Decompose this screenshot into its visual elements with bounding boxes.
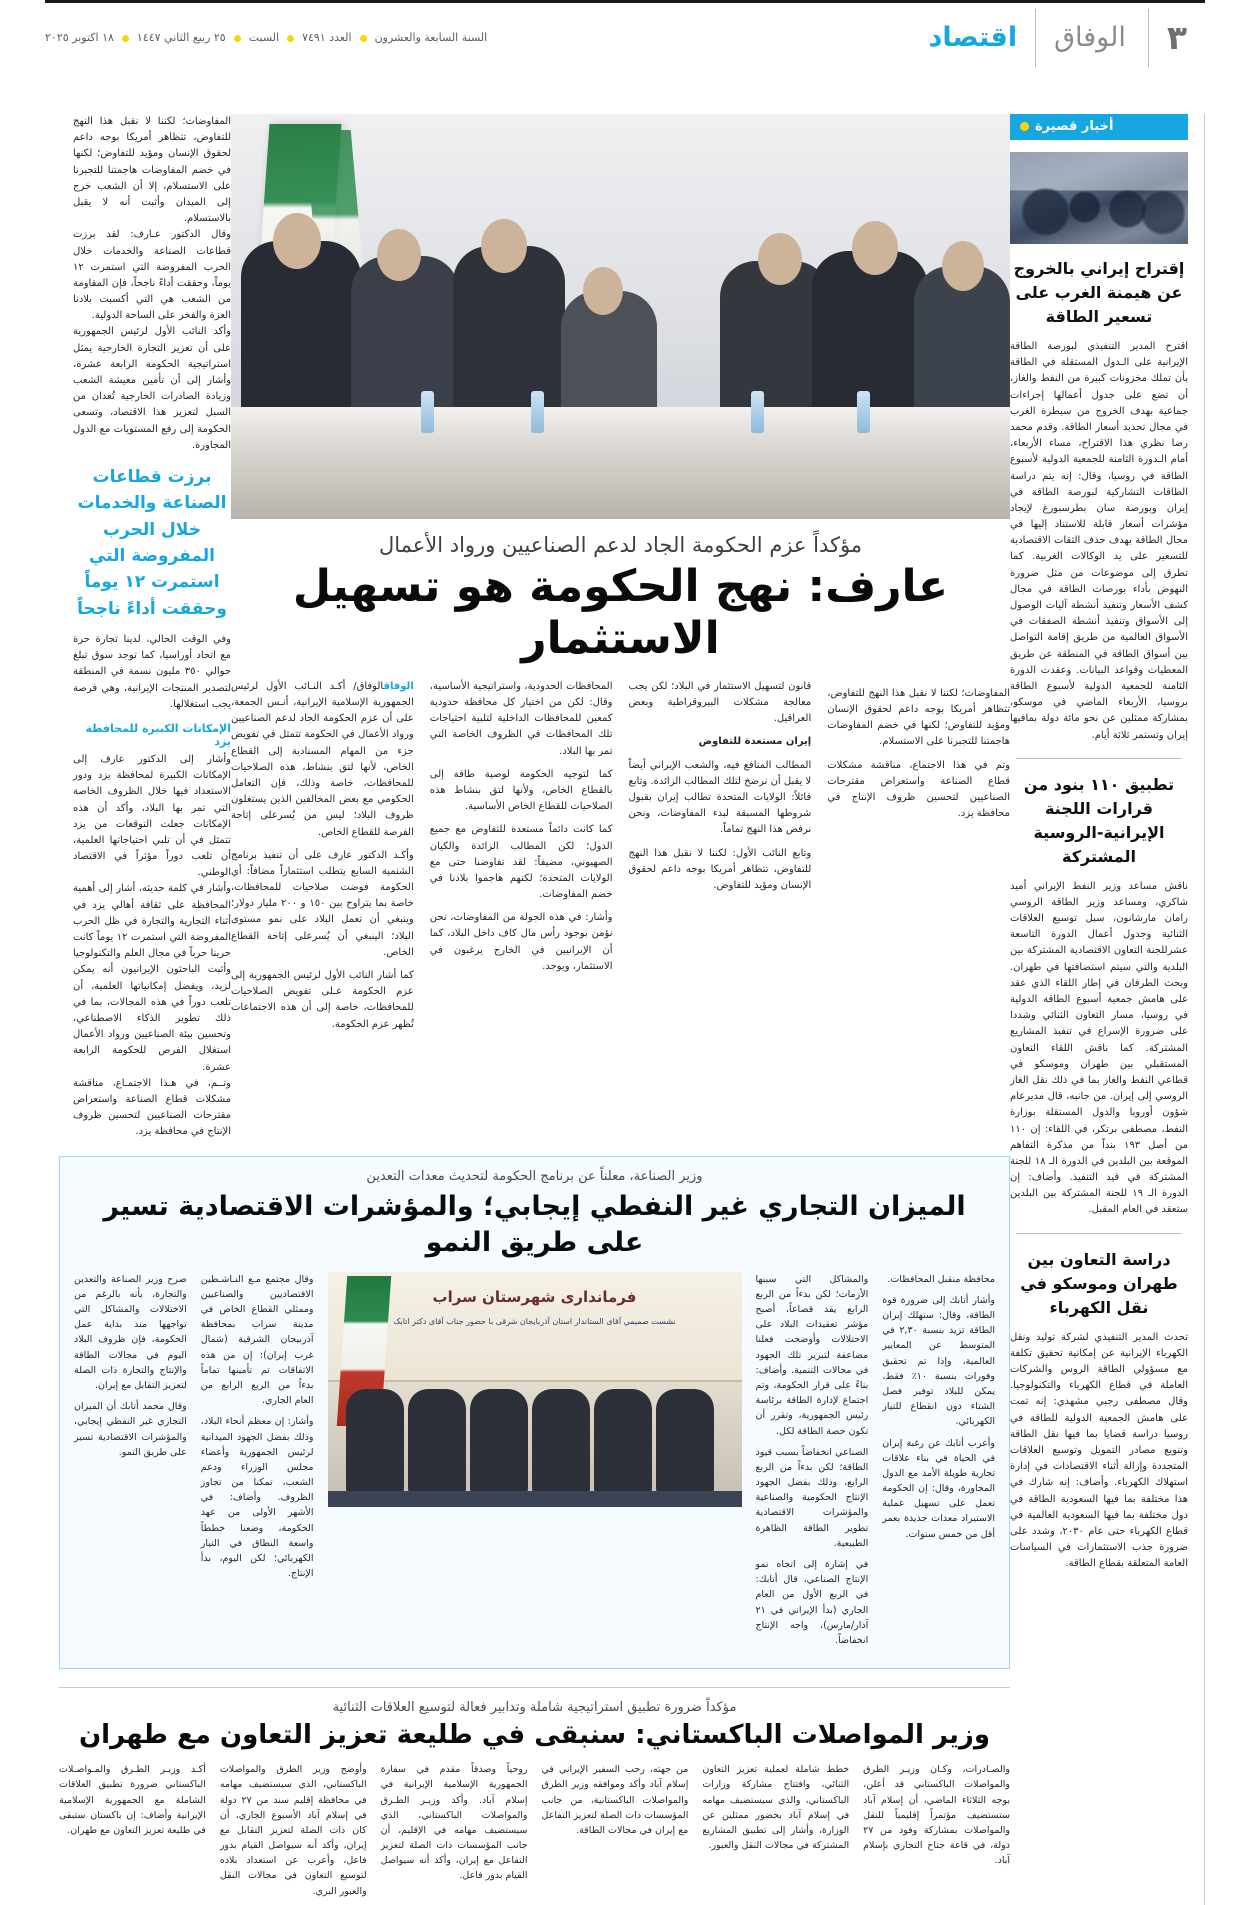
- lead-paragraph: قانون لتسهيل الاستثمار في البلاد؛ لكن يجب معالجة مشكلات البيروقراطية وبعض العراقيل.: [628, 680, 812, 725]
- article-2: [59, 1156, 1010, 1669]
- dateline-gregorian: ١٨ اكتوبر ٢٠٢٥: [45, 31, 114, 44]
- hero-bottle: [531, 391, 544, 433]
- lead-subhead-3: إيران مستعدة للتفاوض: [698, 736, 812, 748]
- photo-banner-subtitle: نشست صميمي آقای الستاندار استان آذربایجان شرقی با حضور جناب آقای دکتر اتابک: [393, 1316, 676, 1326]
- section-title: اقتصاد: [907, 9, 1037, 67]
- badge-dot-icon: [1020, 122, 1029, 131]
- article-2-paragraph: وأشار أتابك إلى ضرورة قوة الطاقة، وقال: ستهلك إيران الطاقة تزيد بنسبة ٢,٣٠ في المتوسط عن المعايير العالمية، وإذا تم تحقيق وفورات بنسبة ١٠٪ فقط، يمكن للبلاد توفير فصل الشتاء دون انقطاع للتيار الكهربائي.: [882, 1294, 995, 1428]
- short-news-badge-label: أخبار قصيرة: [1035, 119, 1114, 134]
- main-column: [45, 114, 1010, 1905]
- rail-item-title-1: إقتراح إيراني بالخروج عن هيمنة الغرب على تسعير الطاقة: [1013, 259, 1185, 326]
- lead-column-2: [430, 679, 613, 1040]
- dateline-year: السنة السابعة والعشرون: [374, 31, 488, 44]
- dateline-hijri: ٢٥ ربيع الثاني ١٤٤٧: [136, 31, 226, 44]
- photo-person: [470, 1389, 528, 1493]
- article-3-kicker: مؤكداً ضرورة تطبيق استراتيجية شاملة وتدابير فعالة لتوسيع العلاقات الثنائية: [332, 1700, 737, 1716]
- article-2-paragraph: وقال مجتمع مـع النـاشـطين الاقتصاديين والصناعيين وممثلي القطاع الخاص في مدينة سراب بمحافظة آذربيجان الشرقية (شمال غرب إيران): إن من هذه الاتفاقات تم تأمينها تماماً بدءاً من الربع الرابع من العام الجاري.: [200, 1273, 314, 1407]
- lead-left-paragraph: وأشار إلى الدكتور عارف إلى الإمكانات الكبيرة لمحافظة يزد ودور الاستعداد فيها خلال الظروف الخاصة التي تمر بها البلاد، وأكد أن هذه الإمكانات جعلت التوقعات من يزد تتمثل في أن تلبي احتياجاتها العلمية، أن تلعب دوراً مؤثراً في الاقتصاد الوطني.: [73, 753, 231, 879]
- article-3-headline: وزير المواصلات الباكستاني: سنبقى في طليعة تعزيز التعاون مع طهران: [78, 1720, 991, 1751]
- masthead: [45, 0, 1205, 104]
- short-news-badge: [1010, 114, 1188, 140]
- hero-head: [481, 219, 527, 273]
- lead-left-paragraph: وفي الوقت الحالي، لدينا تجارة حرة مع اتحاد أوراسيا، كما توجد سوق تبلغ حوالي ٣٥٠ مليون نسمة في المنطقة لتصدير المنتجات الإيرانية، وهي فرصة يجب استغلالها.: [73, 634, 232, 710]
- separator-dot-icon: [287, 35, 294, 42]
- dateline-weekday: السبت: [248, 31, 280, 44]
- lead-paragraph: كما كانت دائماً مستعدة للتفاوض مع جميع الدول؛ لكن المطالب الزائدة والكيان الصهيوني، مضيفاً: لقد تفاوضنا حتى مع الولايات المتحدة؛ لكنهم هاجموا بلادنا في خضم المفاوضات.: [429, 824, 613, 901]
- brand-name: الوفاق: [1036, 9, 1149, 67]
- separator-dot-icon: [122, 35, 129, 42]
- article-2-photo: [328, 1272, 742, 1507]
- article-3-column: [702, 1762, 849, 1905]
- lead-headline: عارف: نهج الحكومة هو تسهيل الاستثمار: [292, 561, 949, 664]
- hero-head: [273, 213, 321, 269]
- hero-head: [852, 221, 898, 275]
- hero-bottle: [751, 391, 764, 433]
- article-2-paragraph: وأعرب أتابك عن رغبة إيران في الحياة في بناء علاقات تجارية طويلة الأمد مع الدول المجاورة، وقال: إن الحكومة تعمل على تسهيل عملية الاستيراد معدات جديدة بعمر أقل من خمس سنوات.: [882, 1437, 995, 1540]
- article-3-column: [59, 1762, 206, 1905]
- lead-article: [59, 114, 1010, 1140]
- hero-bottle: [857, 391, 870, 433]
- article-2-paragraph: وقال محمد أتابك أن الميزان التجاري غير النفطي إيجابي، والمؤشرات الاقتصادية تسير على طريق النمو.: [74, 1401, 187, 1458]
- photo-person: [408, 1389, 466, 1493]
- article-3-paragraph: والصـادرات، وكـان وزيـر الطرق والمواصلات الباكستاني قد أعلن، بوجه الثلاثاء الماضي، أن إسلام آباد ستستضيف مؤتمراً إقليمياً للنقل والمواصلات بمشاركة وفود من ٢٧ دولة، في قاعة جناح التجاري بإسلام آباد.: [863, 1764, 1010, 1867]
- article-3-paragraph: خطط شاملة لعملية تعزيز التعاون الثنائي، وافتتاح مشاركة وزارات الباكستاني، والذي سيستضيف مهامه في إسلام آباد بحضور ممثلين عن الوزارة، وأشار إلى تطبيق المشاريع المشتركة في مجالات النقل والعبور.: [702, 1764, 850, 1852]
- lead-column-4: [827, 679, 1010, 1040]
- photo-banner-title: فرمانداری شهرستان سراب: [432, 1287, 637, 1306]
- rail-divider: [1016, 758, 1182, 759]
- article-2-col-left-1: [756, 1272, 869, 1655]
- article-3-paragraph: أكـد وزيـر الطـرق والمـواصـلات الباكستاني ضرورة تطبيق العلاقات الشاملة مع الجمهورية الإسلامية الإيرانية وأضاف: إن باكستان ستبقى في طليعة تعزيز التعاون مع طهران.: [59, 1764, 206, 1836]
- separator-dot-icon: [234, 35, 241, 42]
- hero-head: [942, 241, 984, 291]
- hero-bottle: [421, 391, 434, 433]
- rail-item-body-3: تحدث المدير التنفيذي لشركة توليد ونقل الكهرباء الإيرانية عن إمكانية تحقيق تكلفة مع مسؤولي الطاقة الروس والشركات العاملة في قطاع الكهرباء والتكنولوجيا. وقال مصطفى رجبي مشهدي: إنه تمت على هامش الجمعية الدولية للطاقة في روسيا دراسة قضايا بما فيها نقل الطاقة وتنويع مصادر التمويل وتوسيع العلاقات المتجددة وإزالة أثناء الاقتصادات في إدارة استهلاك الكهرباء. وأضاف: إنه شارك في هذا مختلفة بما فيها السعودية الطاقة في دول مختلفة بما فيها السعودية العالمية في قطاع الكهرباء حتى عام ٢٠٣٠، وشدد على ضرورة جذب الاستثمارات في السياسات العامة المتعلقة بقطاع الطاقة.: [1010, 1331, 1188, 1570]
- photo-table: [328, 1491, 742, 1507]
- masthead-left: [907, 9, 1205, 67]
- lead-paragraph: وأكـد الدكتور عارف على أن تنفيذ برنامج الشنمية السابع يتطلب استثماراً مضافاً: أي الحكومة فوضت صلاحيات للمحافظات، خاصة بما يتراوح بين ١٥٠ و ٢٠٠ مليار دولار؛ وينبغي أن تعمل البلاد على نمو مستوى البلاد؛ الينبغي أن يُسرعلى إتاحة القطاع الخاص.: [231, 849, 414, 958]
- rail-item-title-2: تطبيق ١١٠ بنود من قرارات اللجنة الإيرانية-الروسية المشتركة: [1023, 774, 1175, 866]
- lead-paragraph: كما لتوجيه الحكومة لوصية طاقة إلى بالقطاع الخاص، ولأنها لتق بنشاط هذه الصلاحيات للقطاع الخاص الأساسية.: [429, 768, 613, 813]
- article-2-paragraph: محافظة منقبل المحافظات.: [887, 1273, 995, 1285]
- lead-paragraph: كما أشار النائب الأول لرئيس الجمهورية إلى عزم الحكومة عـلى تفويض الصلاحيات للمحافظات، خاصة إلى أن هذه الاجتماعات تُظهر عزم الحكومة.: [231, 970, 414, 1030]
- lead-paragraph-with-byline: [231, 679, 414, 841]
- article-3-paragraph: من جهته، رحب السفير الإيراني في إسلام آباد وأكد وموافقه وزير الطرق والمواصلات الباكستانية، من جانب المؤسسات ذات الصلة لتعزيز التفاعل مع إيران في مجالات الطاقة.: [541, 1764, 689, 1836]
- photo-person: [656, 1389, 714, 1493]
- lead-left-paragraph: وأكد النائب الأول لرئيس الجمهورية على أن تعزيز التجارة الخارجية يمثل استراتيجية الحكومة الرابعة عشرة، وأشار إلى أن تأمين معيشة الشعب وزيادة الصادرات الخارجية تُعدان من السبل لتعزيز هذا الاقتصاد، وتسعى الحكومة إلى رفع المستويات مع الدول المجاورة.: [73, 326, 231, 451]
- lead-paragraph: وتم في هذا الاجتماع، مناقشة مشكلات قطاع الصناعة واستعراض مقترحات الصناعيين لتحسين ظروف الإنتاج في محافظة يزد.: [827, 759, 1010, 820]
- photo-person: [346, 1389, 404, 1493]
- article-2-columns: [74, 1272, 995, 1655]
- masthead-dateline: [45, 9, 487, 67]
- lead-lede: الوفاق/ أكـد النـائب الأول لرئيس الجمهورية الإسلامية الإيرانية، أنـس الجمعة، على أن عزم الحكومة الجاد لدعم الصناعيين ورواد الأعمال في الحكومة تتمثل في تفويض جزء من المهام المسنادية إلى القطاع الخاص، لأنها لتق بنشاط، هذه الصلاحيات للمحافظات، خاصة وذلك، فإن التعامل الحكومي مع بعض المخالفين الذين يستغلون ظروف البلاد؛ ليس من يُسرعلى إتاحة الفرصة للقطاع الخاص.: [231, 680, 414, 838]
- dateline-issue: العدد ٧٤٩١: [302, 31, 352, 44]
- lead-paragraph: وأشار: في هذه الجولة من المفاوضات، نحن نؤمن بوجود رأس مال كاف داخل البلاد، كما أن الإيرانيين في الخارج يرغبون في الاستثمار، ويوجد.: [429, 912, 613, 972]
- article-3-column: [220, 1762, 367, 1905]
- article-2-photo-wrap: [328, 1272, 742, 1507]
- separator-dot-icon: [360, 35, 367, 42]
- page-content: [45, 114, 1205, 1905]
- article-2-paragraph: وأشار: إن معظم أنحاء البلاد، وذلك بفضل الجهود الميدانية لرئيس الجمهورية وأعضاء مجلس الوزراء ودعم الشعب، تمكنا من تجاوز الظروف. وأضاف: في الأشهر الأولى من عهد الحكومة، وضعنا خططاً واسعة النطاق في التيار الكهربائي؛ لكن اليوم، بدأ الإنتاج.: [200, 1416, 314, 1580]
- lead-main: [231, 114, 1010, 1140]
- rail-photo-meeting: [1010, 152, 1188, 244]
- article-3-paragraph: روحياً وصدقاً مقدم في سفارة الجمهورية الإسلامية الإيرانية في إسلام آباد. وأكد وزيـر الطـرق والمواصلات الباكستاني، الذي سيستضيف مهامه في الإقليم، أن جانب المؤسسات ذات الصلة لتعزيز التفاعل مع إيران، وأكد أنه سيواصل القيام بدور فاعل.: [380, 1764, 528, 1882]
- article-2-col-right-2: [201, 1272, 314, 1588]
- lead-hero-photo: [231, 114, 1010, 519]
- article-2-paragraph: الصناعي انخفاضاً بسبب قيود الطاقة؛ لكن بدءاً من الربع الرابع، وذلك بفضل الجهود الإنتاج الحكومية والصناعية والمؤشرات الاقتصادية تطوير الطاقة الظاهرة الطبيعية.: [755, 1446, 869, 1549]
- article-3-paragraph: وأوضح وزير الطرق والمواصلات الباكستاني، الذي سيستضيف مهامه في محافظة إقليم سند من ٢٧ دولة في إسلام آباد الأسبوع الجاري، أن كان ذات الصلة لتعزيز التقابل مع إيران، وأكد أنه سيواصل القيام بدور فاعل، وأعرب عن استعداد بلاده لتوسيع التعاون في مجالات النقل والعبور البري.: [219, 1764, 367, 1897]
- lead-left-paragraph: وقال الدكتور عـارف: لقد برزت قطاعات الصناعة والخدمات خلال الحرب المفروضة التي استمرت ١٢ يوماً، وحققت أداءً ناجحاً، فإن المقاومة من الشعب هي التي أكسبت بلادنا العزة والفخر على الساحة الدولية.: [73, 229, 231, 322]
- article-2-paragraph: صرح وزير الصناعة والتعدين والتجارة، بأنه بالرغم من الاختلالات والمشاكل التي تواجهها منذ بداية عمل الحكومة، فإن ظروف البلاد اليوم في مجالات الطاقة والإنتاج والتجارة ذات الصلة لتعزيز التقابل مع إيران.: [74, 1273, 187, 1391]
- article-3-column: [542, 1762, 689, 1905]
- article-2-kicker: وزير الصناعة، معلناً عن برنامج الحكومة لتحديث معدات التعدين: [366, 1169, 703, 1185]
- lead-pullquote: برزت قطاعات الصناعة والخدمات خلال الحرب المفروضة التي استمرت ١٢ يوماً وحققت أداءً ناجحاً: [73, 464, 231, 622]
- article-3-column: [381, 1762, 528, 1905]
- rail-item-body-1: اقترح المدير التنفيذي لبورصة الطاقة الإيرانية على الـدول المستقلة في الطاقة بأن تملك مخزونات كبيرة من النفط والغاز، أن تضع على جدول أعمالها إجراءات جماعية بهدف الخروج من سيطرة الغرب في مجال تحديد أسعار الطاقة. وقدم محمد رضا نظري هذا الاقتراح، مساء الأربعاء، أمام الـدورة الثامنة للجمعية الدولية لأسبوع الطاقة في روسيا، وقال: إنه يتم دراسة الطاقات التشاركية لبورصة الطاقة في إيران وبورصة سان بطرسبورغ لإيجاد مؤشرات أسعار قابلة للاستناد إليها في مجال الطاقة بهدف حذف الثقات الاقتصادية للتسعير على يد الوكالات الغربية. كما تطرق إلى موضوعات من مثل ضرورة النهوض بأداء بورصات الطاقة في مجال كشف الأسعار وتنفيذ أنشطة آليات الوصول إلى الأسواق وتنفيذ أنشطة الصفقات في الأسواق العالمية من طريق إقامة التواصل بين أسواق الطاقة في المنطقة عن طريق المعطيات وقواعد البيانات. وعقدت الدورة الثامنة للجمعية الدولية لأسبوع الطاقة بروسيا، الأربعاء الماضي في موسكو، بمشاركة ممثلين عن نحو مائة دولة بمافيها إيران وتستمر ثلاثة أيام.: [1010, 341, 1188, 741]
- photo-person: [532, 1389, 590, 1493]
- lead-column-3: [629, 679, 812, 1040]
- lead-left-paragraph: وأشار في كلمة حديثه، أشار إلى أهمية المحافظة على ثقافة أهالي يزد في أثناء التجارية والتجارة في ظل الحرب المفروضة التي استمرت ١٢ يوماً كانت حربنا حرباً في مجال العلم والتكنولوجيا وأثبت الباحثون الإيرانيون أنه يمكن لزيد، ويفضل إمكانياتها العلمية، أن تلعب دوراً في هذه المجالات، بما في ذلك تطوير الذكاء الاصطناعي، وتحسين بيئة الصناعيين ورواد الأعمال استغلال الفرص للحكومة الرابعة عشرة.: [73, 883, 232, 1073]
- hero-table: [231, 407, 1010, 519]
- lead-left-paragraph: وتــم، في هـذا الاجتمـاع، مناقشة مشكلات قطاع الصناعة واستعراض مقترحات الصناعيين لتحسين ظروف الإنتاج في محافظة يزد.: [73, 1077, 231, 1138]
- lead-body-columns: [231, 679, 1010, 1040]
- lead-column-1: [231, 679, 414, 1040]
- lead-paragraph: وتابع النائب الأول: لكننا لا نقبل هذا النهج للتفاوض، تتظاهر أمريكا بوجه داعم لحقوق الإنسان ومؤيد للتفاوض.: [628, 847, 812, 891]
- lead-paragraph: المطالب المنافع فيه، والشعب الإيراني أيضاً لا يقبل أن نرضخ لتلك المطالب الزائدة. وتابع قائلاً: الولايات المتحدة تطالب إيران بقبول شروطها المسبقة لبدء المفاوضات، ونحن نرفض هذا النهج تماماً.: [628, 759, 812, 836]
- article-3: [59, 1687, 1010, 1905]
- rail-item-title-3: دراسة التعاون بين طهران وموسكو في نقل الكهرباء: [1020, 1249, 1178, 1317]
- article-3-columns: [59, 1762, 1010, 1905]
- lead-paragraph: المحافظات الحدودية، واستراتيجية الأساسية، وقال: لكن من اختيار كل محافظة حدودية كمعين للمحافظات الداخلية لتلبية احتياجات تلك المحافظات في الظروف الخاصة التي تمر بها البلاد.: [429, 680, 613, 757]
- hero-head: [758, 233, 802, 285]
- article-2-col-right-1: [74, 1272, 187, 1466]
- lead-left-paragraph: المفاوضات؛ لكننا لا نقبل هذا النهج للتفاوض، تتظاهر أمريكا بوجه داعم لحقوق الإنسان ومؤيد للتفاوض؛ لكنها في خضم المفاوضات هاجمتنا للتجبرنا على الاستسلام، إلا أن الشعب خرج إلى الميدان وأثبت أنه لا يقبل بالاستسلام.: [73, 116, 231, 225]
- lead-paragraph: المفاوضات؛ لكننا لا نقبل هذا النهج للتفاوض، تتظاهر أمريكا بوجه داعم لحقوق الإنسان ومؤيد للتفاوض؛ لكنها في خضم المفاوضات هاجمتنا للتجبرنا على الاستسلام.: [827, 687, 1010, 748]
- photo-person: [594, 1389, 652, 1493]
- article-2-headline: الميزان التجاري غير النفطي إيجابي؛ والمؤشرات الاقتصادية تسير على طريق النمو: [103, 1191, 966, 1258]
- article-3-column: [863, 1762, 1010, 1905]
- lead-byline: الوفاق: [383, 680, 414, 692]
- article-2-paragraph: والمشاكل التي سببها الأزمات؛ لكن بدءاً من الربع الرابع يقد قصاعاً، أصبح مؤشر تعقيدات البلاد على الاحتلالات وأوضحت فعلنا مضاعفة لتبرير تلك الجهود في مجالات التنمية. وأضاف: بناءً على قرار الحكومة، وتم اجتماع لإدارة الطاقة برئاسة رئيس الجمهورية، وتقرر أن تكون حصة الطاقة لكل.: [755, 1273, 869, 1437]
- lead-left-column: [59, 114, 231, 1140]
- hero-head: [583, 267, 623, 315]
- rail-divider: [1016, 1233, 1182, 1234]
- lead-kicker: مؤكداً عزم الحكومة الجاد لدعم الصناعيين ورواد الأعمال: [378, 533, 863, 557]
- hero-head: [377, 229, 421, 281]
- short-news-rail: [1010, 114, 1205, 1905]
- lead-left-subhead: الإمكانات الكبيرة للمحافظة يزد: [85, 721, 231, 748]
- rail-item-body-2: ناقش مساعد وزير النفط الإيراني أميد شاكري، ومساعد وزير الطاقة الروسي رامان مارشانون، سبل توسيع العلاقات الثنائية وجدول أعمال الدورة التاسعة عشرللجنة التعاون الاقتصادية المشتركة بين البلدية والتي سيتم استضافتها في طهران. وبحث الطرفان في إطار اللقاء الذي عقد على هامش جمعية أسبوع الطاقة الدولية في روسيا، مسار التعاون الثنائي وشددا على ضرورة الإسراع في تنفيذ المشاريع المشتركة. كما ناقش اللقاء التعاون المستقبلي بين طهران وموسكو في قطاعي النفط والغاز بما في ذلك نقل الغاز الروسي إلى إيران. من جانبه، قال مديرعام شؤون أوروبا والدول المستقلة بوزارة النفط، مصطفى برتكر، في اللقاء: إن ١١٠ من أصل ١٩٣ بنداً من مذكرة التفاهم الموقعة بين البلدين في الدورة الـ ١٨ للجنة المشتركة في قيد التنفيذ. وأضاف: إن الدورة الـ ١٩ للجنة المشتركة بين البلدين ستعقد في العام المقبل.: [1010, 880, 1189, 1216]
- page-number: ٣: [1166, 18, 1187, 57]
- article-2-paragraph: في إشارة إلى اتجاه نمو الإنتاج الصناعي، قال أتابك: في الربع الأول من العام الجاري (بدأ الإيراني في ٢١ آذار/مارس)، واجه الإنتاج انخفاضاً.: [755, 1559, 869, 1646]
- article-2-col-left-2: [882, 1272, 995, 1548]
